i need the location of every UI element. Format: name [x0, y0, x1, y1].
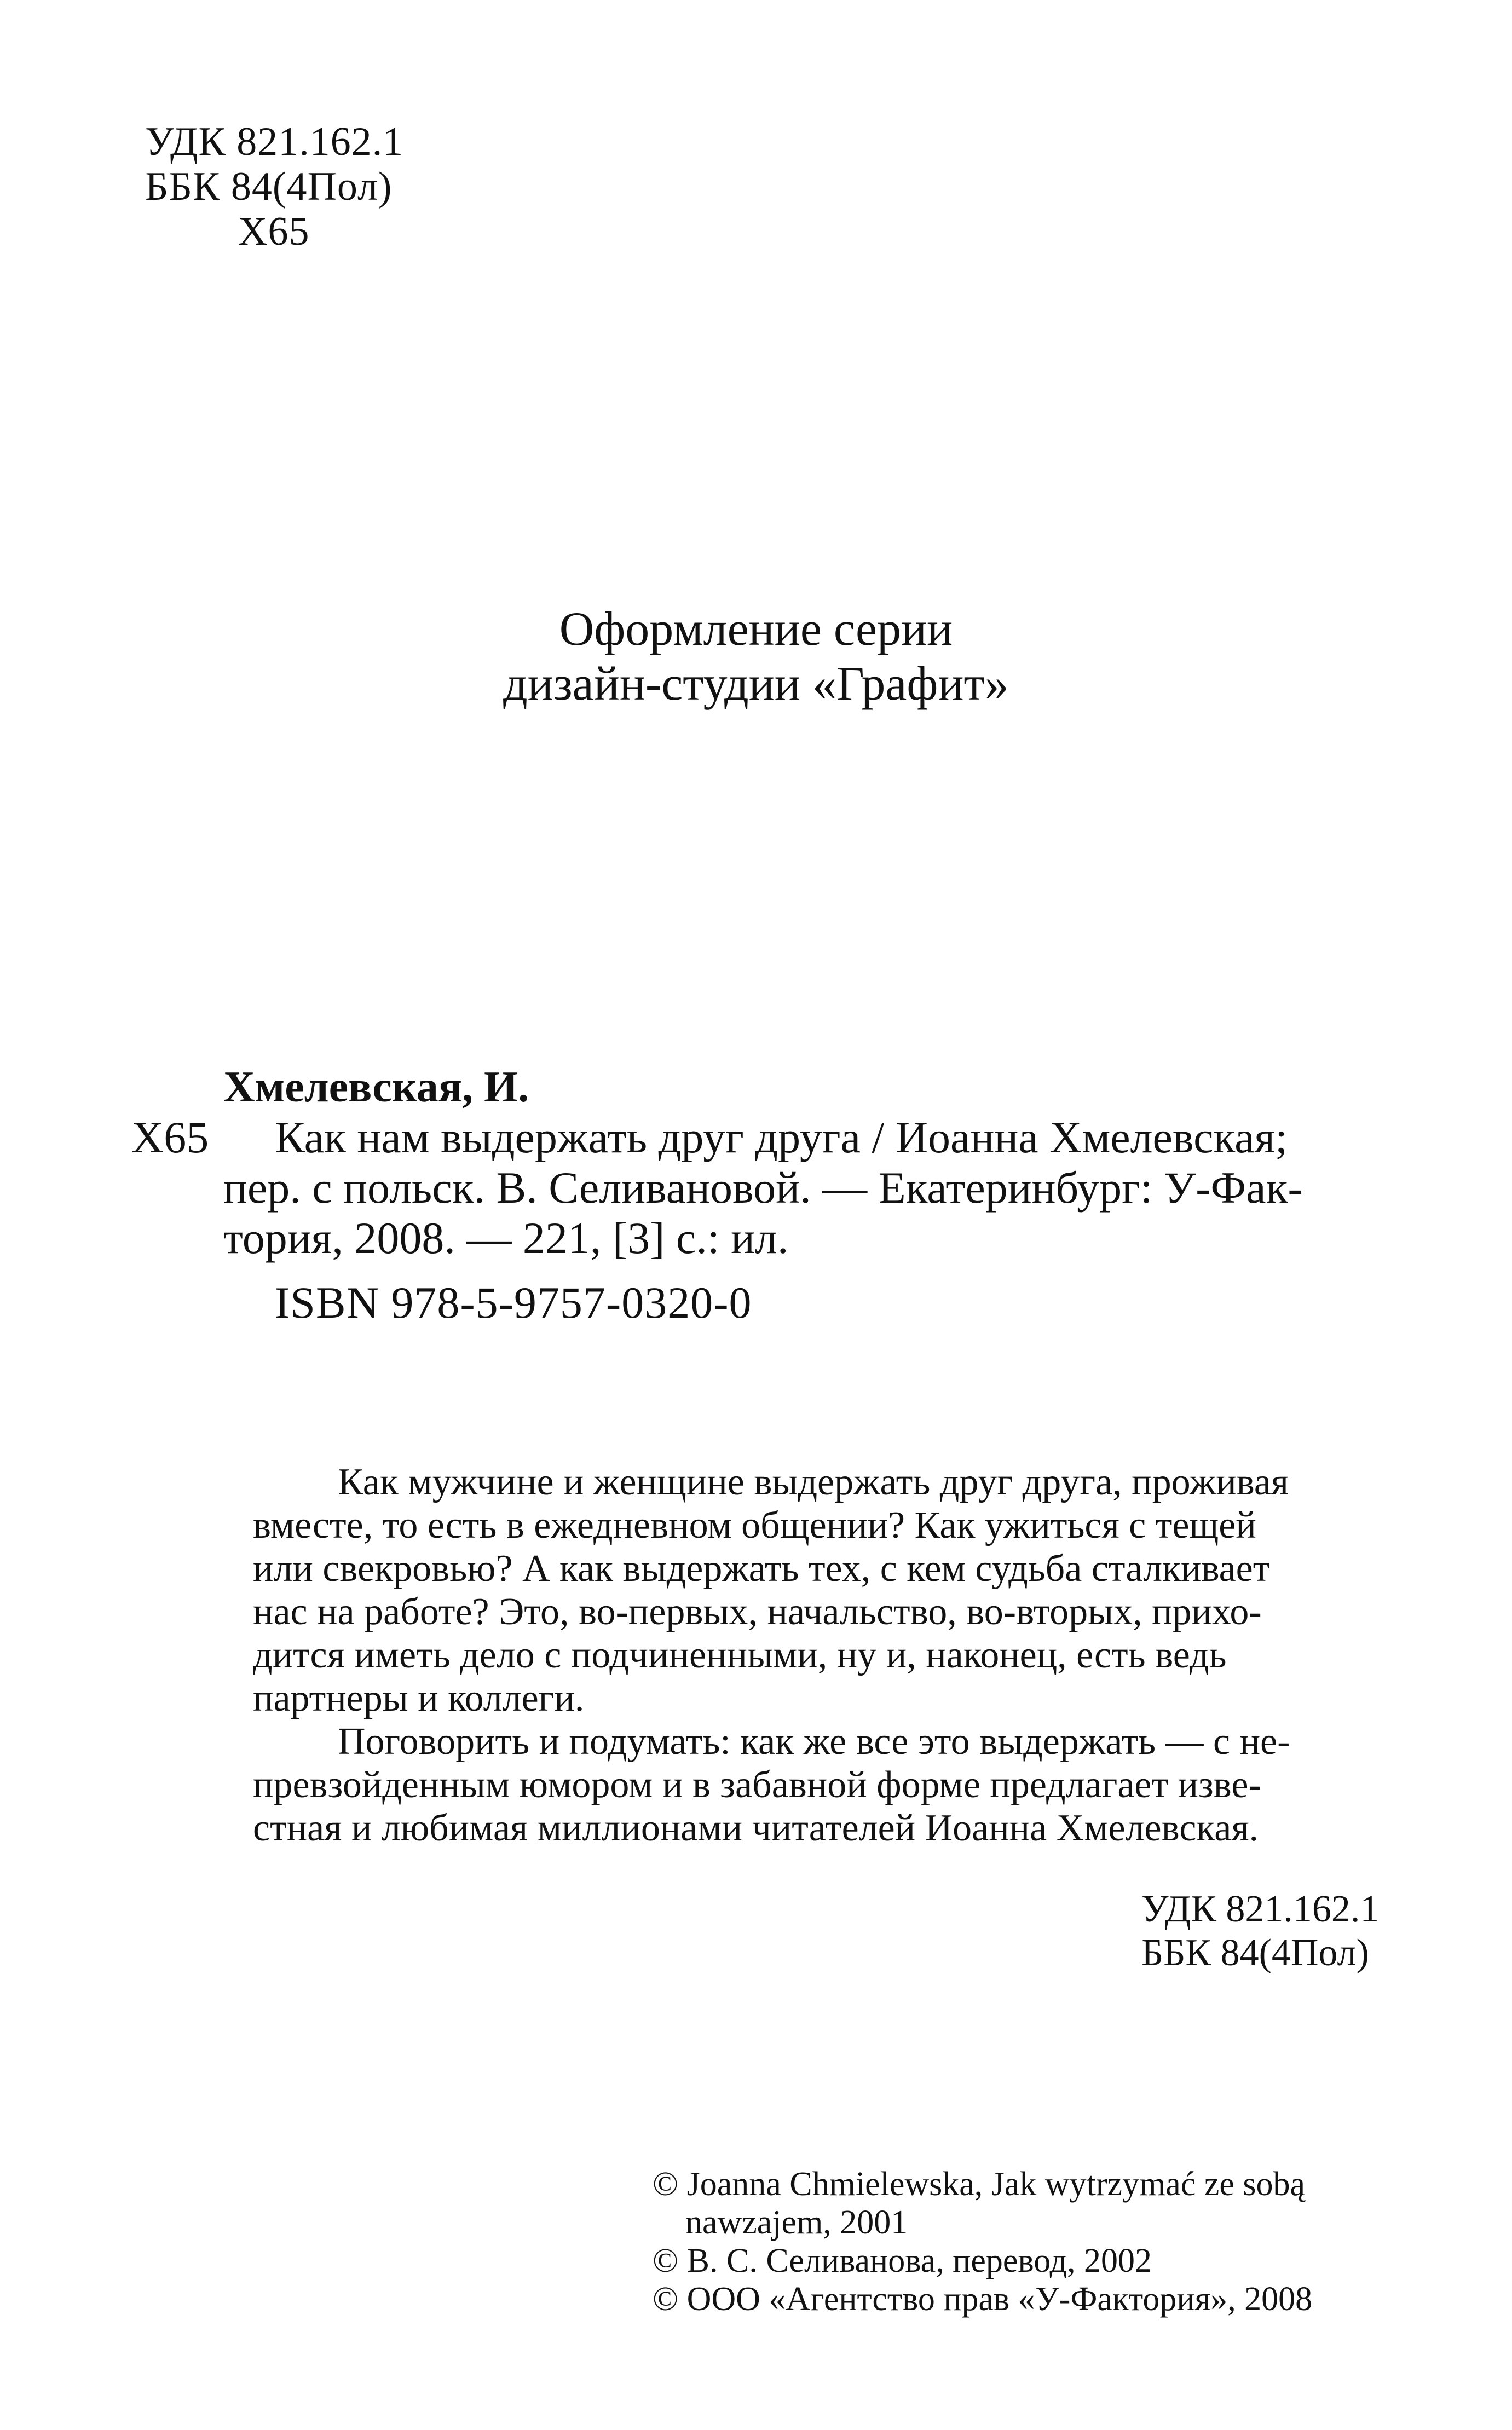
record-author: Хмелевская, И.: [223, 1063, 529, 1111]
annotation-line: нас на работе? Это, во-первых, начальство, во-вторых, прихо-: [253, 1591, 1262, 1633]
annotation: [253, 1461, 1397, 1850]
record-title-row: [131, 1112, 1407, 1163]
annotation-line: превзойденным юмором и в забавной форме предлагает изве-: [253, 1764, 1261, 1806]
bbk-code-bottom: ББК 84(4Пол): [1141, 1932, 1369, 1974]
annotation-line: партнеры и коллеги.: [253, 1677, 585, 1719]
copyright-original: © Joanna Chmielewska, Jak wytrzymać ze sobą: [653, 2166, 1306, 2203]
annotation-line: или свекровью? А как выдержать тех, с кем судьба сталкивает: [253, 1548, 1270, 1590]
annotation-line: стная и любимая миллионами читателей Иоанна Хмелевская.: [253, 1807, 1259, 1849]
catalog-codes-bottom: [1141, 1888, 1379, 1975]
bbk-code: ББК 84(4Пол): [145, 164, 393, 209]
record-line: тория, 2008. — 221, [3] с.: ил.: [223, 1213, 789, 1263]
series-design-credit: [0, 602, 1512, 712]
udk-code-bottom: УДК 821.162.1: [1141, 1888, 1380, 1930]
copyright-translation: © В. С. Селиванова, перевод, 2002: [653, 2242, 1152, 2279]
series-credit-line-1: Оформление серии: [559, 603, 953, 656]
annotation-line: вместе, то есть в ежедневном общении? Как ужиться с тещей: [253, 1504, 1256, 1546]
copyright-edition: © ООО «Агентство прав «У-Фактория», 2008: [653, 2281, 1313, 2318]
author-mark: Х65: [238, 209, 310, 254]
catalog-codes-top: [145, 119, 403, 254]
record-isbn: ISBN 978-5-9757-0320-0: [275, 1278, 752, 1327]
series-credit-line-2: дизайн-студии «Графит»: [503, 657, 1009, 711]
record-line: пер. с польск. В. Селивановой. — Екатеринбург: У-Фак-: [223, 1163, 1303, 1213]
annotation-line: Поговорить и подумать: как же все это выдержать — с не-: [338, 1721, 1290, 1763]
record-line: Как нам выдержать друг друга / Иоанна Хмелевская;: [275, 1112, 1288, 1162]
copyright-original-cont: nawzajem, 2001: [685, 2204, 908, 2241]
udk-code: УДК 821.162.1: [145, 119, 404, 164]
copyright-notices: [653, 2165, 1419, 2318]
annotation-line: дится иметь дело с подчиненными, ну и, наконец, есть ведь: [253, 1634, 1227, 1676]
record-author-mark: Х65: [131, 1112, 209, 1162]
annotation-line: Как мужчине и женщине выдержать друг друга, проживая: [338, 1461, 1289, 1503]
bibliographic-record: [131, 1062, 1407, 1328]
